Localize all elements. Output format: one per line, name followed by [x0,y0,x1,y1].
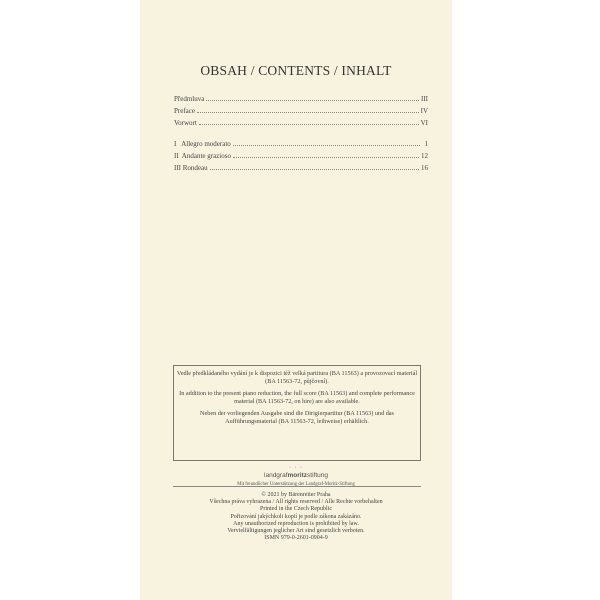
toc-leader-dots [233,140,420,146]
availability-notice-box [173,365,421,461]
availability-notice-german: Neben der vorliegenden Ausgabe sind die Dirigierpartitur (BA 11563) und das Aufführungsmaterial (BA 11563-72, leihweise) erhältlich. [200,409,394,426]
copyright-block [140,492,452,542]
toc-entry-page: 12 [421,152,428,160]
toc-entry-label: II Andante grazioso [174,152,231,160]
toc-entry[interactable] [174,164,428,174]
copyright-line: Vervielfältigungen jeglicher Art sind gesetzlich verboten. [227,528,365,535]
availability-notice-czech: Vedle předkládaného vydání je k dispozici též velká partitura (BA 11563) a provozovací materiál (BA 11563-72, půjčovní). [176,370,418,386]
toc-entry[interactable] [174,95,428,105]
toc-leader-dots [210,164,419,170]
toc-entry-label: Předmluva [174,95,205,103]
toc-entry-page: IV [420,107,428,115]
toc-entry-label: Vorwort [174,119,197,127]
toc-entry[interactable] [174,152,428,162]
toc-entry-page: III [421,95,428,103]
copyright-line: Pořizování jakýchkoli kopií je podle zákona zakázáno. [230,513,362,520]
toc-entry[interactable] [174,119,428,129]
foundation-logo-part: stiftung [307,472,328,479]
toc-leader-dots [233,152,419,158]
availability-notice-english: In addition to the present piano reduction, the full score (BA 11563) and complete performance material (BA 11563-72, on hire) are also available. [179,389,415,406]
toc-entry-page: 16 [421,164,428,172]
toc-entry-label: III Rondeau [174,164,208,172]
copyright-line: Všechna práva vyhrazena / All rights reserved / Alle Rechte vorbehalten [209,499,383,506]
copyright-line: Any unauthorized reproduction is prohibited by law. [233,520,359,527]
document-page [140,0,452,600]
isbn-line: ISMN 979-0-2601-0904-9 [264,535,328,542]
foundation-support-text: Mit freundlicher Unterstützung der Landgraf-Moritz-Stiftung [237,482,355,487]
toc-entry[interactable] [174,140,428,150]
copyright-line: Printed in the Czech Republic [260,506,332,513]
foundation-logo [140,472,452,479]
toc-entry-page: 1 [424,140,428,148]
foundation-logo-part-bold: moritz [287,472,308,479]
toc-entry[interactable] [174,107,428,117]
foundation-logo-dots: · · · [289,465,303,471]
toc-leader-dots [206,95,419,101]
foundation-logo-part: landgraf [264,472,288,479]
divider [173,486,421,487]
foundation-credit [140,465,452,487]
toc-entry-label: I Allegro moderato [174,140,231,148]
contents-heading: OBSAH / CONTENTS / INHALT [200,63,392,78]
copyright-line: © 2021 by Bärenreiter Praha [261,492,331,498]
toc-entry-page: VI [420,119,428,127]
toc-leader-dots [197,107,419,113]
toc-leader-dots [199,119,419,125]
toc-entry-label: Preface [174,107,195,115]
